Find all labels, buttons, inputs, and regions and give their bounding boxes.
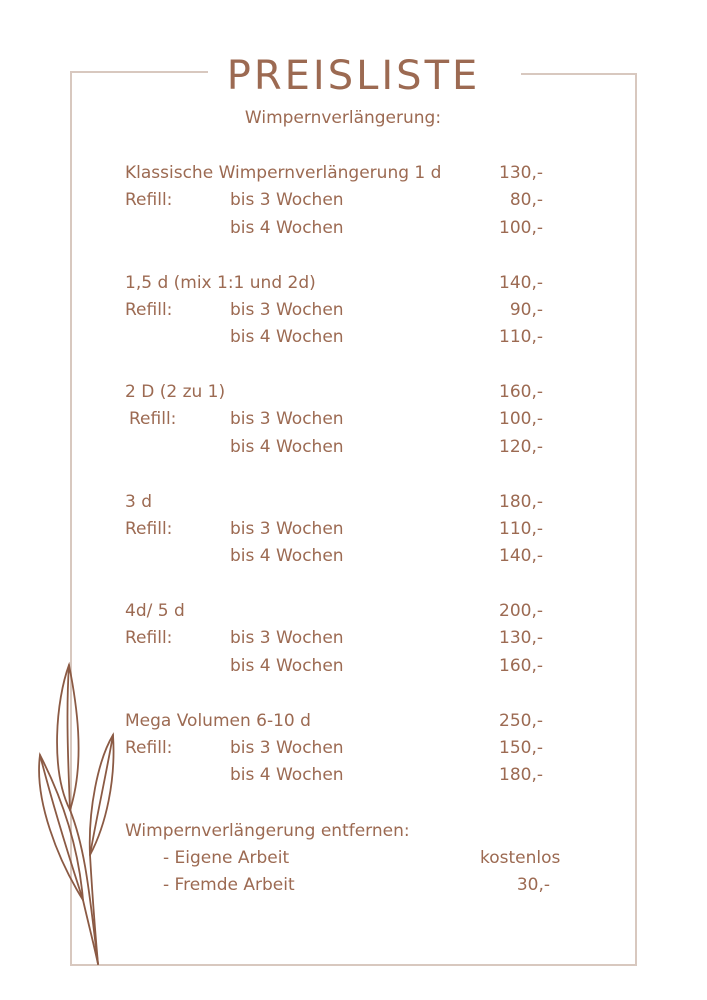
refill-duration: bis 4 Wochen (230, 217, 344, 238)
refill-duration: bis 4 Wochen (230, 327, 344, 348)
refill-duration: bis 3 Wochen (230, 518, 344, 539)
removal-item-label: - Fremde Arbeit (163, 875, 295, 895)
refill-row (0, 215, 707, 242)
refill-price: 100,- (499, 217, 543, 238)
refill-price: 180,- (499, 765, 543, 786)
refill-duration: bis 4 Wochen (230, 546, 344, 567)
removal-item-price: kostenlos (480, 848, 561, 868)
refill-price: 80,- (509, 190, 543, 211)
refill-label: Refill: (125, 518, 173, 539)
refill-duration: bis 3 Wochen (230, 299, 344, 320)
refill-row (0, 434, 707, 461)
service-name: Klassische Wimpernverlängerung 1 d (125, 163, 442, 183)
refill-price: 140,- (499, 546, 543, 567)
price-section-main-row (0, 160, 707, 187)
service-price: 250,- (499, 710, 543, 731)
service-name: 3 d (125, 491, 153, 512)
refill-label: Refill: (125, 190, 173, 211)
refill-label: Refill: (129, 409, 177, 430)
refill-duration: bis 4 Wochen (230, 655, 344, 676)
refill-label: Refill: (125, 737, 173, 758)
refill-row (0, 516, 707, 543)
refill-row (0, 324, 707, 351)
refill-row (0, 297, 707, 324)
service-name: 4d/ 5 d (125, 601, 185, 621)
service-price: 200,- (499, 601, 543, 621)
refill-duration: bis 4 Wochen (230, 765, 344, 786)
refill-row (0, 187, 707, 214)
refill-price: 150,- (499, 737, 543, 758)
page-title: PREISLISTE (226, 53, 481, 99)
refill-duration: bis 3 Wochen (230, 409, 344, 430)
service-price: 180,- (499, 491, 543, 512)
refill-price: 130,- (499, 628, 543, 649)
service-name: Mega Volumen 6-10 d (125, 710, 311, 731)
refill-price: 100,- (499, 409, 543, 430)
price-section-main-row (0, 489, 707, 516)
service-price: 140,- (499, 272, 543, 293)
removal-item-price: 30,- (516, 875, 550, 895)
refill-price: 90,- (509, 299, 543, 320)
price-section-main-row (0, 598, 707, 625)
service-price: 160,- (499, 382, 543, 402)
refill-row (0, 406, 707, 433)
refill-price: 160,- (499, 655, 543, 676)
refill-price: 120,- (499, 436, 543, 457)
refill-duration: bis 3 Wochen (230, 628, 344, 649)
refill-label: Refill: (125, 299, 173, 320)
service-name: 1,5 d (mix 1:1 und 2d) (125, 272, 316, 293)
removal-item-label: - Eigene Arbeit (163, 848, 290, 868)
refill-duration: bis 3 Wochen (230, 737, 344, 758)
frame-bottom (70, 964, 637, 966)
refill-label: Refill: (125, 628, 173, 649)
botanical-leaves-icon (28, 660, 128, 966)
price-section-main-row (0, 379, 707, 406)
page-subtitle: Wimpernverlängerung: (244, 108, 442, 128)
service-price: 130,- (499, 163, 543, 183)
refill-row (0, 543, 707, 570)
refill-duration: bis 4 Wochen (230, 436, 344, 457)
refill-duration: bis 3 Wochen (230, 190, 344, 211)
refill-row (0, 625, 707, 652)
removal-heading: Wimpernverlängerung entfernen: (125, 821, 410, 841)
refill-price: 110,- (499, 518, 543, 539)
service-name: 2 D (2 zu 1) (125, 382, 226, 402)
refill-price: 110,- (499, 327, 543, 348)
price-section-main-row (0, 270, 707, 297)
